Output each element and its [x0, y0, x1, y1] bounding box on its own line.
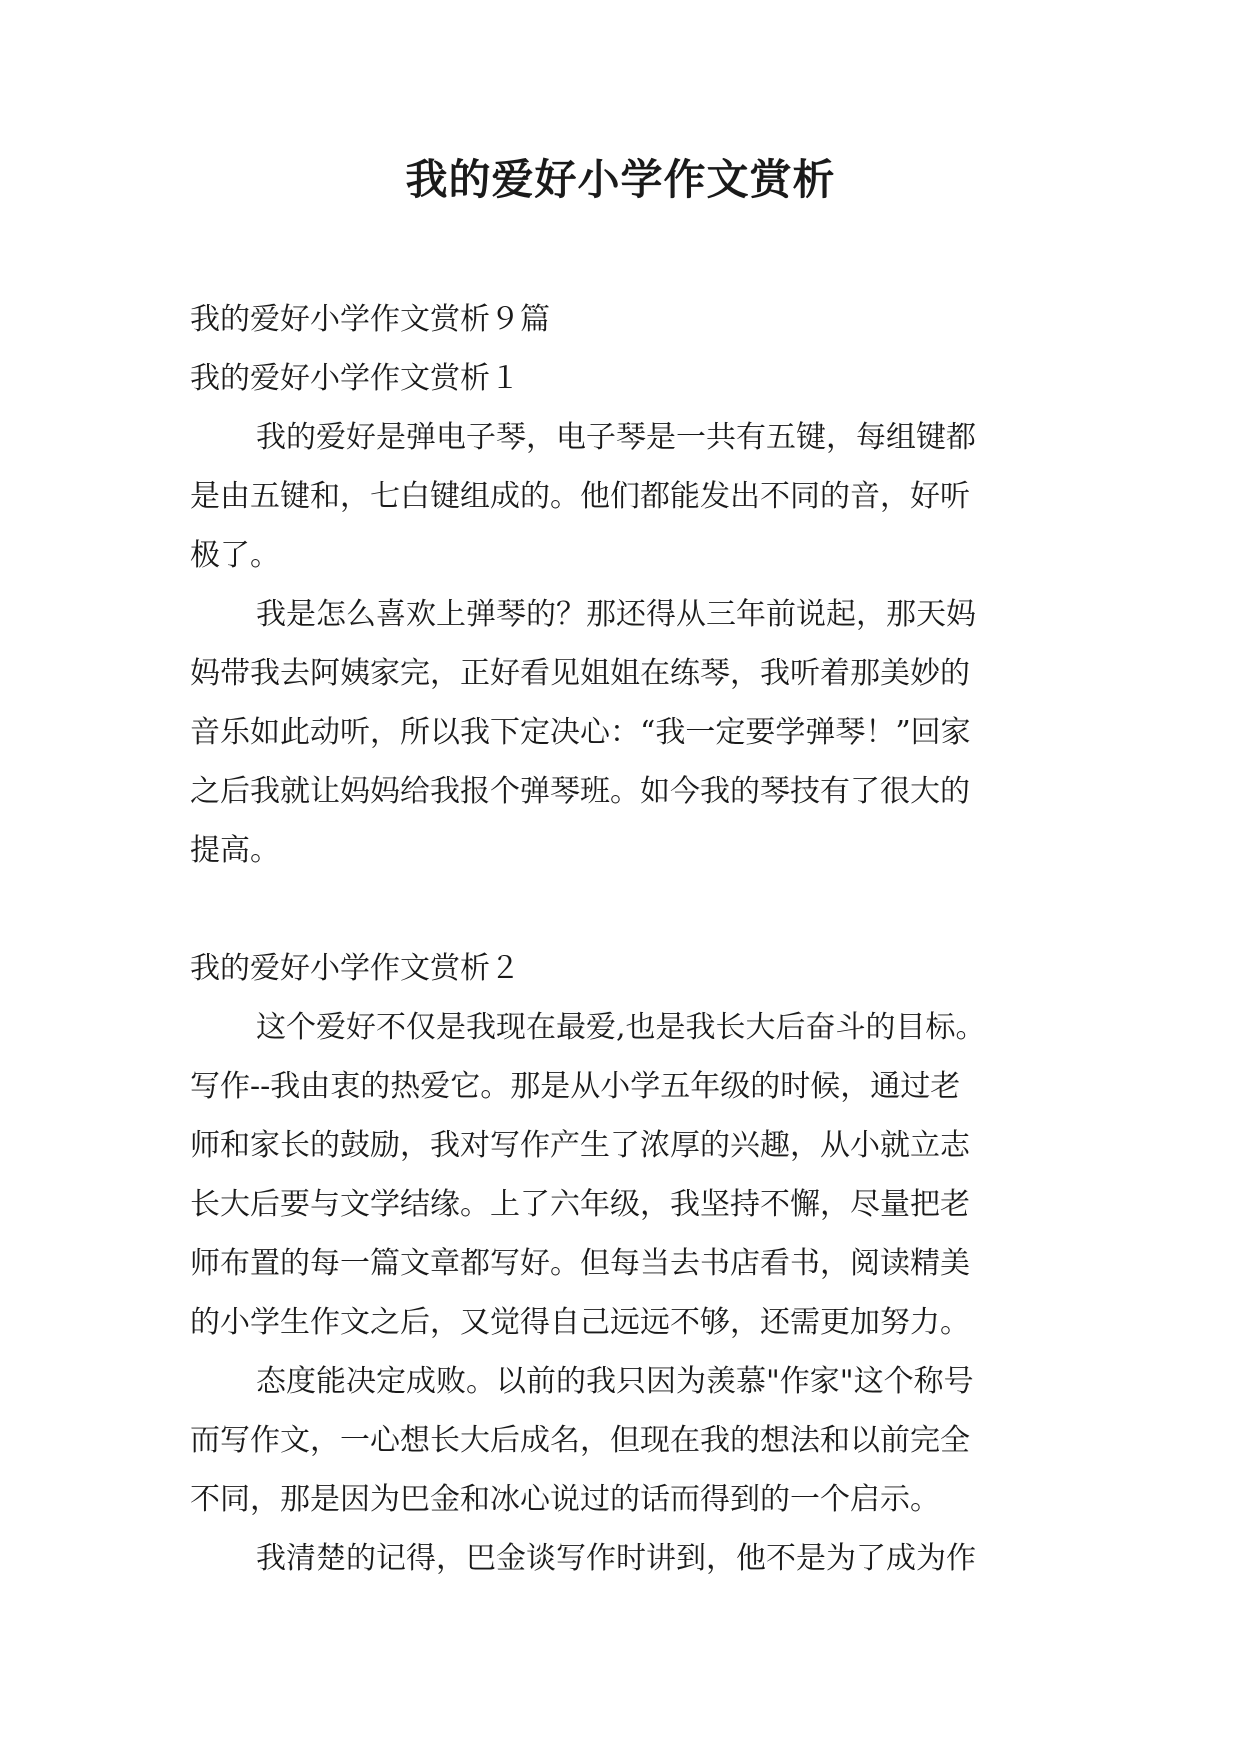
- text-line: 长大后要与文学结缘。上了六年级，我坚持不懈，尽量把老: [190, 1187, 970, 1222]
- text-line: 音乐如此动听，所以我下定决心：“我一定要学弹琴！”回家: [190, 715, 971, 750]
- intro-line: 我的爱好小学作文赏析９篇: [190, 302, 550, 337]
- text-line: 提高。: [190, 833, 280, 868]
- document-title: 我的爱好小学作文赏析: [405, 155, 836, 204]
- section-2-paragraph-3: [190, 1529, 1080, 1588]
- text-line: 不同，那是因为巴金和冰心说过的话而得到的一个启示。: [190, 1482, 940, 1517]
- text-line: 师布置的每一篇文章都写好。但每当去书店看书，阅读精美: [190, 1246, 970, 1281]
- section-2-heading: 我的爱好小学作文赏析２: [190, 951, 520, 986]
- text-line: 我清楚的记得，巴金谈写作时讲到，他不是为了成为作: [256, 1541, 976, 1576]
- section-2-paragraph-1: [190, 998, 1080, 1352]
- text-line: 态度能决定成败。以前的我只因为羡慕"作家"这个称号: [256, 1364, 974, 1399]
- text-line: 是由五键和，七白键组成的。他们都能发出不同的音，好听: [190, 479, 970, 514]
- text-line: 妈带我去阿姨家完，正好看见姐姐在练琴，我听着那美妙的: [190, 656, 970, 691]
- text-line: 的小学生作文之后，又觉得自己远远不够，还需更加努力。: [190, 1305, 970, 1340]
- section-1-paragraph-1: [190, 408, 1080, 585]
- text-line: 极了。: [190, 538, 280, 573]
- text-line: 我的爱好是弹电子琴，电子琴是一共有五键，每组键都: [256, 420, 976, 455]
- text-line: 而写作文，一心想长大后成名，但现在我的想法和以前完全: [190, 1423, 970, 1458]
- section-spacer: [190, 880, 1080, 939]
- text-line: 师和家长的鼓励，我对写作产生了浓厚的兴趣，从小就立志: [190, 1128, 970, 1163]
- text-line: 写作--我由衷的热爱它。那是从小学五年级的时候，通过老: [190, 1069, 961, 1104]
- section-1-heading: 我的爱好小学作文赏析１: [190, 361, 520, 396]
- section-2-paragraph-2: [190, 1352, 1080, 1529]
- text-line: 我是怎么喜欢上弹琴的？那还得从三年前说起，那天妈: [256, 597, 976, 632]
- document-body: [190, 290, 1080, 1588]
- text-line: 之后我就让妈妈给我报个弹琴班。如今我的琴技有了很大的: [190, 774, 970, 809]
- text-line: 这个爱好不仅是我现在最爱,也是我长大后奋斗的目标。: [256, 1010, 986, 1045]
- section-1-paragraph-2: [190, 585, 1080, 880]
